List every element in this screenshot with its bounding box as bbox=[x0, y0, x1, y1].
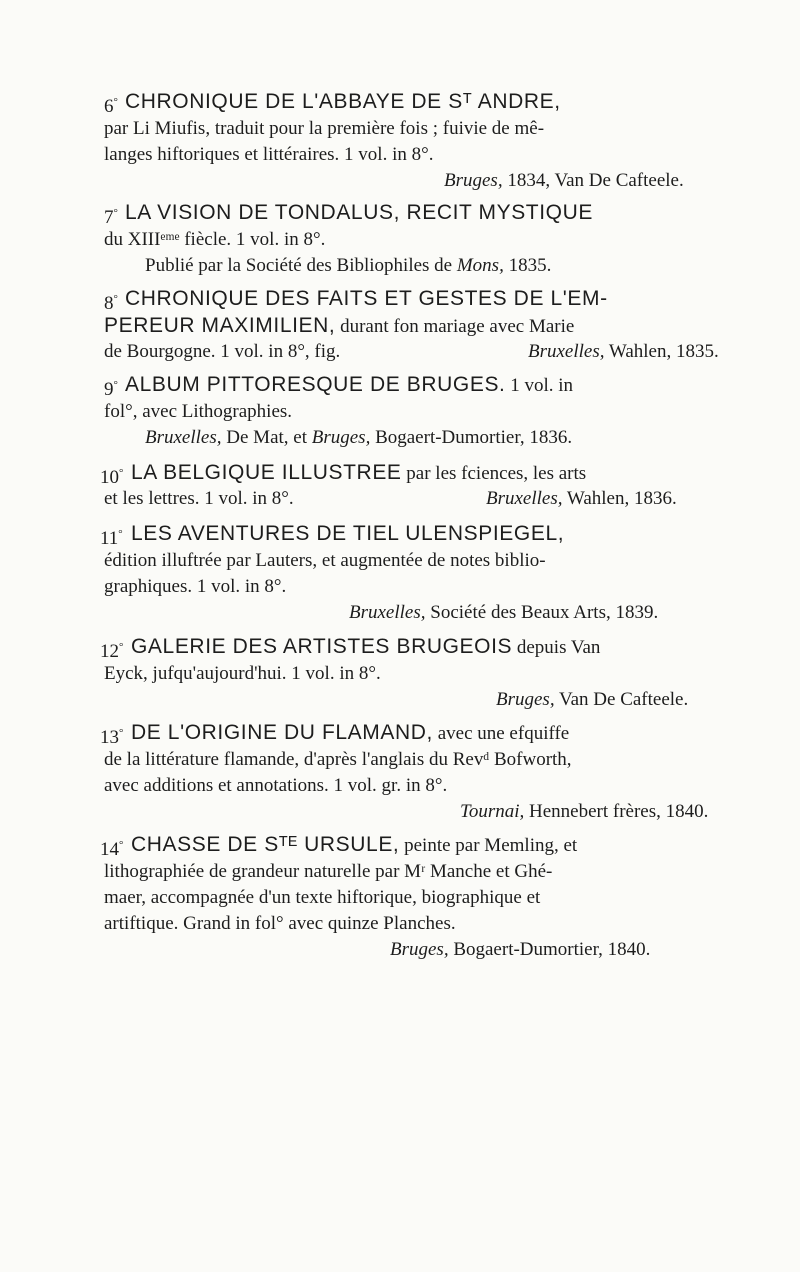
entry-text-line: artiftique. Grand in fol° avec quinze Planches. bbox=[104, 913, 456, 934]
entry-text-line: fol°, avec Lithographies. bbox=[104, 401, 293, 422]
entry-text-line: du XIIIᵉᵐᵉ fiècle. 1 vol. in 8°. bbox=[104, 229, 326, 250]
entry-title: LA BELGIQUE ILLUSTREE par les fciences, les arts bbox=[131, 461, 587, 484]
entry-title: GALERIE DES ARTISTES BRUGEOIS depuis Van bbox=[131, 635, 601, 658]
entry-title: LA VISION DE TONDALUS, RECIT MYSTIQUE bbox=[125, 201, 593, 224]
entry-imprint: Bruges, Bogaert-Dumortier, 1840. bbox=[390, 939, 651, 960]
entry-title: CHRONIQUE DE L'ABBAYE DE Sᵀ ANDRE, bbox=[125, 90, 561, 113]
entry-number: 10° bbox=[100, 467, 124, 488]
entry-imprint: Bruges, 1834, Van De Cafteele. bbox=[444, 170, 684, 191]
entry-text-line: par Li Miufis, traduit pour la première fois ; fuivie de mê- bbox=[104, 118, 545, 139]
entry-text-line: maer, accompagnée d'un texte hiftorique, biographique et bbox=[104, 887, 541, 908]
entry-text-continuation: durant fon mariage avec Marie bbox=[335, 316, 575, 337]
entry-text-line bbox=[104, 314, 574, 339]
entry-number: 9° bbox=[104, 379, 118, 400]
entry-number: 6° bbox=[104, 96, 118, 117]
entry-number: 12° bbox=[100, 641, 124, 662]
entry-text-line: de Bourgogne. 1 vol. in 8°, fig. bbox=[104, 341, 341, 362]
entry-text-line: lithographiée de grandeur naturelle par Mʳ Manche et Ghé- bbox=[104, 861, 553, 882]
entry-title: LES AVENTURES DE TIEL ULENSPIEGEL, bbox=[131, 522, 565, 545]
entry-imprint: Bruxelles, Wahlen, 1836. bbox=[486, 488, 677, 509]
entry-number: 8° bbox=[104, 293, 118, 314]
entry-number: 7° bbox=[104, 207, 118, 228]
entry-imprint: Bruxelles, Wahlen, 1835. bbox=[528, 341, 719, 362]
entry-title-continuation: PEREUR MAXIMILIEN, bbox=[104, 314, 336, 337]
entry-text-line: avec additions et annotations. 1 vol. gr. in 8°. bbox=[104, 775, 448, 796]
entry-text-line: graphiques. 1 vol. in 8°. bbox=[104, 576, 287, 597]
entry-title: ALBUM PITTORESQUE DE BRUGES. 1 vol. in bbox=[125, 373, 574, 396]
entry-number: 14° bbox=[100, 839, 124, 860]
entry-text-line: langes hiftoriques et littéraires. 1 vol. in 8°. bbox=[104, 144, 434, 165]
entry-text-line: et les lettres. 1 vol. in 8°. bbox=[104, 488, 294, 509]
entry-title: DE L'ORIGINE DU FLAMAND, avec une efquiffe bbox=[131, 721, 570, 744]
entry-imprint: Publié par la Société des Bibliophiles de Mons, 1835. bbox=[145, 255, 552, 276]
entry-text-line: édition illuftrée par Lauters, et augmentée de notes biblio- bbox=[104, 550, 546, 571]
entry-number: 11° bbox=[100, 528, 123, 549]
entry-text-line: de la littérature flamande, d'après l'anglais du Revᵈ Bofworth, bbox=[104, 749, 572, 770]
entry-title: CHASSE DE Sᵀᴱ URSULE, peinte par Memling, et bbox=[131, 833, 578, 856]
entry-text-line: Eyck, jufqu'aujourd'hui. 1 vol. in 8°. bbox=[104, 663, 381, 684]
entry-number: 13° bbox=[100, 727, 124, 748]
entry-imprint: Bruges, Van De Cafteele. bbox=[496, 689, 689, 710]
entry-imprint: Tournai, Hennebert frères, 1840. bbox=[460, 801, 709, 822]
entry-imprint: Bruxelles, De Mat, et Bruges, Bogaert-Dumortier, 1836. bbox=[145, 427, 573, 448]
entry-title: CHRONIQUE DES FAITS ET GESTES DE L'EM- bbox=[125, 287, 608, 310]
entry-imprint: Bruxelles, Société des Beaux Arts, 1839. bbox=[349, 602, 659, 623]
